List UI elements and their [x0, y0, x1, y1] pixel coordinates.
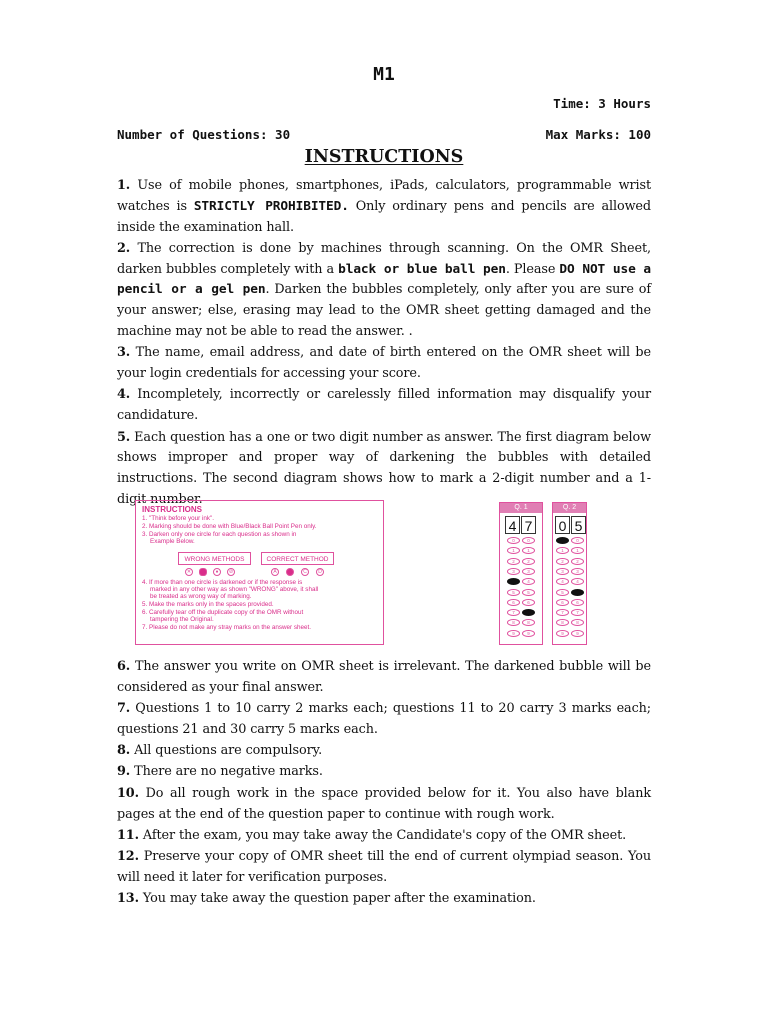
question-count: Number of Questions: 30	[117, 127, 291, 142]
instruction-6: 6. The answer you write on OMR sheet is irrelevant. The darkened bubble will be considered as your final answer.	[117, 659, 651, 695]
q2-bubble-tens-6: 6	[556, 599, 569, 606]
q2-bubble-tens-7: 7	[556, 609, 569, 616]
q2-bubble-units-8: 8	[571, 619, 584, 626]
q2-bubble-units-4: 4	[571, 578, 584, 585]
q1-bubble-tens-1: 1	[507, 547, 520, 554]
omr-line-7: 7. Please do not make any stray marks on the answer sheet.	[142, 624, 312, 631]
wrong-scribble-circle	[199, 568, 207, 576]
omr-line-3b: Example Below.	[150, 538, 195, 545]
correct-method-label: CORRECT METHOD	[261, 552, 334, 565]
correct-option-c: C	[301, 568, 309, 576]
q1-digit-tens: 4	[505, 516, 520, 534]
instructions-title: INSTRUCTIONS	[304, 147, 464, 167]
q2-bubble-tens-4: 4	[556, 578, 569, 585]
instructions-list-bottom	[117, 657, 651, 910]
wrong-dot-circle: ●	[213, 568, 221, 576]
instruction-1: 1. Use of mobile phones, smartphones, iPads, calculators, programmable wrist watches is STRICTLY PROHIBITED. Only ordinary pens and pencils are allowed inside the examination hall.	[117, 178, 651, 235]
q2-bubble-tens-3: 3	[556, 568, 569, 575]
q2-digit-tens: 0	[555, 516, 570, 534]
paper-code: M1	[373, 64, 395, 85]
omr-instructions-diagram	[135, 500, 384, 645]
q2-bubble-units-6: 6	[571, 599, 584, 606]
correct-option-d: D	[316, 568, 324, 576]
exam-duration: Time: 3 Hours	[553, 96, 651, 111]
omr-line-3a: 3. Darken only one circle for each question as shown in	[142, 531, 297, 538]
omr-line-4b: marked in any other way as shown "WRONG" above, it shall	[150, 586, 319, 593]
q1-label: Q. 1	[500, 503, 542, 513]
wrong-cross-circle: ⊘	[228, 569, 234, 575]
q2-bubble-tens-5: 5	[556, 589, 569, 596]
omr-line-4c: be treated as wrong way of marking.	[150, 593, 252, 600]
q1-bubble-tens-9: 9	[507, 630, 520, 637]
q2-bubble-tens-9: 9	[556, 630, 569, 637]
q2-bubble-units-1: 1	[571, 547, 584, 554]
q2-bubble-units-0: 0	[571, 537, 584, 544]
q2-bubble-units-9: 9	[571, 630, 584, 637]
q1-bubble-units-0: 0	[522, 537, 535, 544]
instruction-2: 2. The correction is done by machines through scanning. On the OMR Sheet, darken bubbles completely with a black or blue ball pen. Please DO NOT use a pencil or a gel pen. Darken the bubbles completely, only after you are sure of your answer; else, erasing may lead to the OMR sheet getting damaged and the machine may not be able to read the answer. .	[117, 240, 652, 340]
omr-line-6a: 6. Carefully tear off the duplicate copy of the OMR without	[142, 609, 304, 616]
q2-bubble-units-3: 3	[571, 568, 584, 575]
instruction-4: 4. Incompletely, incorrectly or carelessly filled information may disqualify your candidature.	[117, 387, 651, 424]
q1-bubble-tens-4	[507, 578, 520, 585]
q1-bubble-units-3: 3	[522, 568, 535, 575]
q2-bubble-tens-2: 2	[556, 558, 569, 565]
correct-option-b-filled	[286, 568, 294, 576]
q1-bubble-tens-3: 3	[507, 568, 520, 575]
q1-bubble-tens-7: 7	[507, 609, 520, 616]
q2-bubble-units-5	[571, 589, 584, 596]
omr-heading: INSTRUCTIONS	[142, 505, 202, 514]
q1-bubble-tens-5: 5	[507, 589, 520, 596]
q1-bubble-units-1: 1	[522, 547, 535, 554]
omr-line-4a: 4. If more than one circle is darkened or if the response is	[142, 579, 303, 586]
instruction-7: 7. Questions 1 to 10 carry 2 marks each; questions 11 to 20 carry 3 marks each; questions 21 and 30 carry 5 marks each.	[117, 701, 651, 737]
q2-bubble-tens-0	[556, 537, 569, 544]
omr-line-5: 5. Make the marks only in the spaces provided.	[142, 601, 274, 608]
q1-bubble-units-4: 4	[522, 578, 535, 585]
q2-bubble-units-7: 7	[571, 609, 584, 616]
q2-bubble-tens-8: 8	[556, 619, 569, 626]
omr-line-1: 1. "Think before your ink".	[142, 515, 215, 522]
omr-line-6b: tampering the Original.	[150, 616, 214, 623]
q1-bubble-tens-0: 0	[507, 537, 520, 544]
q1-bubble-units-9: 9	[522, 630, 535, 637]
wrong-tick-circle: ✕	[186, 569, 192, 575]
q1-bubble-units-2: 2	[522, 558, 535, 565]
instruction-3: 3. The name, email address, and date of birth entered on the OMR sheet will be your login credentials for accessing your score.	[117, 345, 651, 382]
q1-bubble-tens-2: 2	[507, 558, 520, 565]
q2-digit-units: 5	[571, 516, 586, 534]
q1-bubble-units-7	[522, 609, 535, 616]
instruction-8: 8. All questions are compulsory.	[117, 743, 323, 759]
instruction-9: 9. There are no negative marks.	[117, 764, 323, 780]
q1-bubble-units-8: 8	[522, 619, 535, 626]
q2-bubble-units-2: 2	[571, 558, 584, 565]
q1-bubble-tens-6: 6	[507, 599, 520, 606]
q1-bubble-tens-8: 8	[507, 619, 520, 626]
q2-label: Q. 2	[553, 503, 586, 513]
instruction-5: 5. Each question has a one or two digit number as answer. The first diagram below shows improper and proper way of darkening the bubbles with detailed instructions. The second diagram shows how to mark a 2-digit number and a 1-digit number.	[117, 429, 651, 507]
q1-bubble-units-5: 5	[522, 589, 535, 596]
q1-digit-units: 7	[521, 516, 536, 534]
instruction-13: 13. You may take away the question paper after the examination.	[117, 891, 536, 907]
bubble-column-q2	[552, 502, 587, 645]
bubble-column-q1	[499, 502, 543, 645]
q1-bubble-units-6: 6	[522, 599, 535, 606]
q2-bubble-tens-1: 1	[556, 547, 569, 554]
instruction-12: 12. Preserve your copy of OMR sheet till the end of current olympiad season. You will need it later for verification purposes.	[117, 849, 651, 885]
wrong-methods-label: WRONG METHODS	[178, 552, 251, 565]
instructions-list-top	[117, 176, 651, 511]
omr-line-2: 2. Marking should be done with Blue/Black Ball Point Pen only.	[142, 523, 317, 530]
max-marks: Max Marks: 100	[545, 127, 651, 142]
correct-option-a: A	[271, 568, 279, 576]
instruction-11: 11. After the exam, you may take away the Candidate's copy of the OMR sheet.	[117, 827, 627, 843]
instruction-10: 10. Do all rough work in the space provided below for it. You also have blank pages at the end of the question paper to continue with rough work.	[117, 785, 651, 822]
